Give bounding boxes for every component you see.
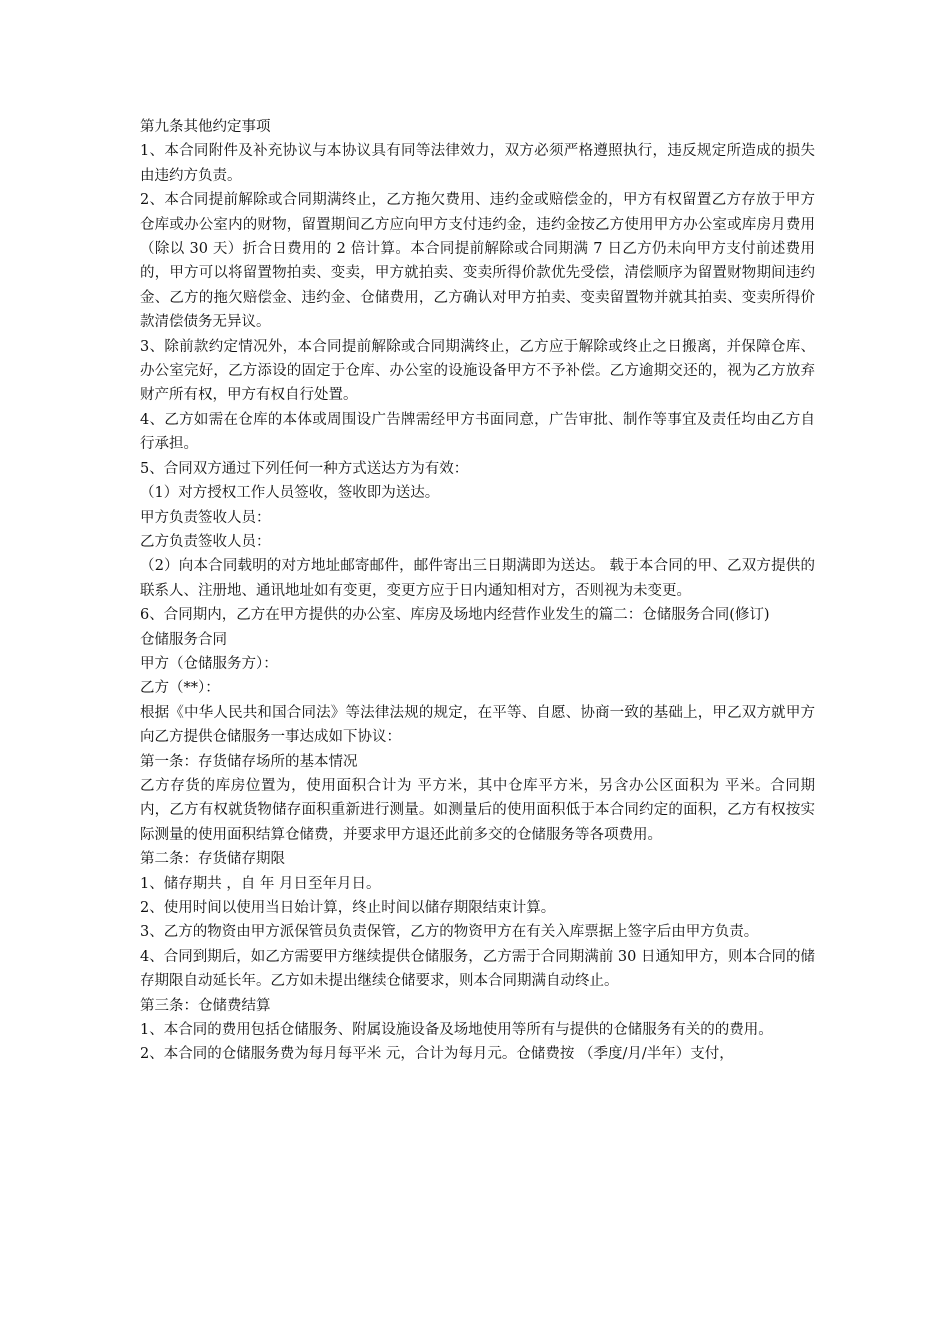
section-heading-article-3: 第三条：仓储费结算 [140,997,271,1014]
section-heading-article-2: 第二条：存货储存期限 [140,851,285,868]
signer-line-party-a: 甲方负责签收人员： [140,509,271,526]
paragraph: 乙方存货的库房位置为，使用面积合计为 平方米，其中仓库平方米，另含办公区面积为 平米。合同期内，乙方有权就货物储存面积重新进行测量。如测量后的使用面积低于本合同约定的面积，乙方有权按实际测量的使用面积结算仓储费，并要求甲方退还此前多交的仓储服务等各项费用。 [140,777,815,843]
paragraph: 根据《中华人民共和国合同法》等法律法规的规定，在平等、自愿、协商一致的基础上，甲乙双方就甲方向乙方提供仓储服务一事达成如下协议： [140,704,815,746]
paragraph: 1、本合同附件及补充协议与本协议具有同等法律效力，双方必须严格遵照执行，违反规定所造成的损失由违约方负责。 [140,143,815,184]
signer-line-party-b: 乙方负责签收人员： [140,533,271,550]
party-a-line: 甲方（仓储服务方）： [140,655,278,672]
paragraph: 6、合同期内，乙方在甲方提供的办公室、库房及场地内经营作业发生的篇二：仓储服务合同(修订) [140,607,770,624]
document-body [140,115,815,1067]
paragraph: 2、本合同提前解除或合同期满终止，乙方拖欠费用、违约金或赔偿金的，甲方有权留置乙方存放于甲方仓库或办公室内的财物，留置期间乙方应向甲方支付违约金，违约金按乙方使用甲方办公室或库房月费用（除以 30 天）折合日费用的 2 倍计算。本合同提前解除或合同期满 7 日乙方仍未向甲方支付前述费用的，甲方可以将留置物拍卖、变卖，甲方就拍卖、变卖所得价款优先受偿，清偿顺序为留置财物期间违约金、乙方的拖欠赔偿金、违约金、仓储费用，乙方确认对甲方拍卖、变卖留置物并就其拍卖、变卖所得价款清偿债务无异议。 [140,192,815,331]
party-b-line: 乙方（**）： [140,680,220,697]
paragraph: 3、乙方的物资由甲方派保管员负责保管，乙方的物资甲方在有关入库票据上签字后由甲方负责。 [140,924,759,941]
paragraph: 5、合同双方通过下列任何一种方式送达方为有效： [140,460,469,477]
section-heading-article-1: 第一条：存货储存场所的基本情况 [140,753,358,770]
paragraph: 1、本合同的费用包括仓储服务、附属设施设备及场地使用等所有与提供的仓储服务有关的的费用。 [140,1022,773,1039]
paragraph: 1、储存期共 ，自 年 月日至年月日。 [140,875,381,892]
paragraph: （1）对方授权工作人员签收，签收即为送达。 [140,485,440,502]
paragraph: 2、使用时间以使用当日始计算，终止时间以储存期限结束计算。 [140,900,556,916]
paragraph: 3、除前款约定情况外，本合同提前解除或合同期满终止，乙方应于解除或终止之日搬离，并保障仓库、办公室完好，乙方添设的固定于仓库、办公室的设施设备甲方不予补偿。乙方逾期交还的，视为乙方放弃财产所有权，甲方有权自行处置。 [140,338,815,404]
section-heading-article-9: 第九条其他约定事项 [140,119,271,135]
paragraph: 4、合同到期后，如乙方需要甲方继续提供仓储服务，乙方需于合同期满前 30 日通知甲方，则本合同的储存期限自动延长年。乙方如未提出继续仓储要求，则本合同期满自动终止。 [140,948,815,990]
paragraph: 2、本合同的仓储服务费为每月每平米 元，合计为每月元。仓储费按 （季度/月/半年）支付， [140,1046,734,1063]
paragraph: （2）向本合同载明的对方地址邮寄邮件，邮件寄出三日期满即为送达。 载于本合同的甲、乙双方提供的联系人、注册地、通讯地址如有变更，变更方应于日内通知相对方，否则视为未变更。 [140,558,815,599]
contract-title: 仓储服务合同 [140,631,227,648]
paragraph: 4、乙方如需在仓库的本体或周围设广告牌需经甲方书面同意，广告审批、制作等事宜及责任均由乙方自行承担。 [140,411,815,453]
